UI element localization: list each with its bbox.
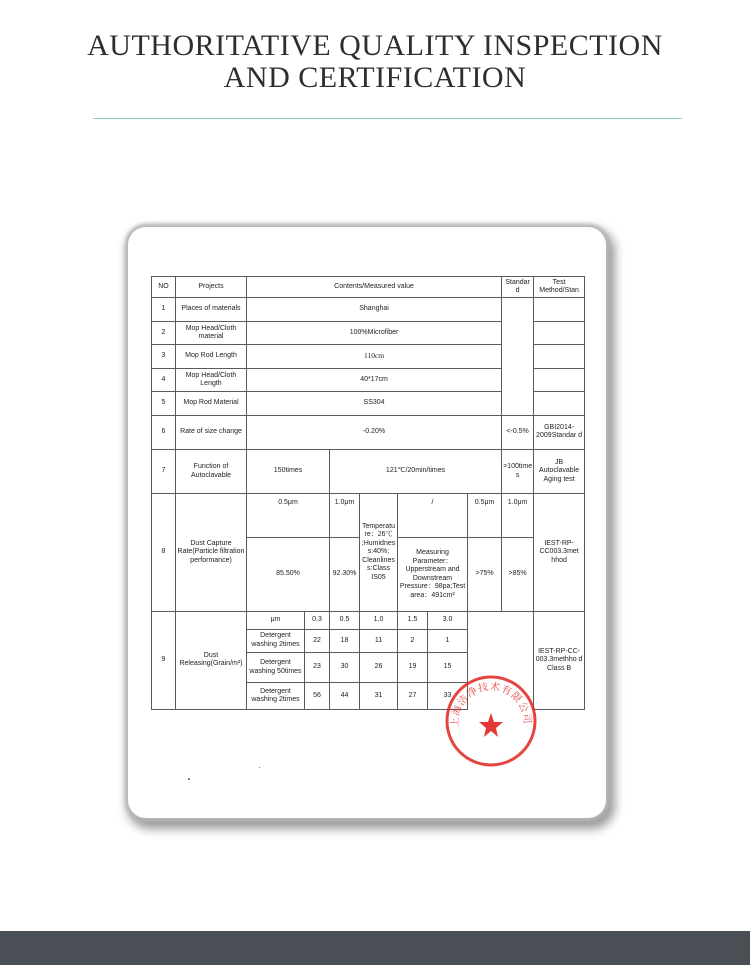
release-value: 27 xyxy=(398,683,428,710)
table-header-row xyxy=(152,277,585,298)
method-cell-blank xyxy=(534,321,585,344)
standard-size-cell: 1.0μm xyxy=(502,494,534,538)
result-cell: 92.30% xyxy=(330,538,360,612)
header-projects: Projects xyxy=(176,277,247,298)
row-project: Dust Capture Rate(Particle filtration performance) xyxy=(176,494,247,611)
test-conditions: Temperatu re：26℃ ;Humidnes s:40%; Cleanlines s:Class IS05 xyxy=(360,494,398,611)
release-value: 11 xyxy=(360,630,398,652)
release-value: 2 xyxy=(398,630,428,652)
row-number: 4 xyxy=(152,368,176,391)
header-standard: Standar d xyxy=(502,277,534,298)
particle-size: 0.5 xyxy=(330,611,360,629)
certificate-sheet xyxy=(128,227,606,818)
row-number: 9 xyxy=(152,611,176,709)
inspection-table xyxy=(151,276,585,710)
method-cell-blank xyxy=(534,298,585,321)
release-value: 56 xyxy=(305,683,330,710)
row-project: Dust Releasing(Grain/m²) xyxy=(176,611,247,709)
table-row xyxy=(152,415,585,449)
row-project: Rate of size change xyxy=(176,415,247,449)
heading-line-2: AND CERTIFICATION xyxy=(223,61,527,94)
release-value: 30 xyxy=(330,652,360,683)
washing-label: Detergent washing 2times xyxy=(247,683,305,710)
release-value: 15 xyxy=(428,652,468,683)
row-project: Places of materials xyxy=(176,298,247,321)
row-project: Mop Rod Material xyxy=(176,392,247,415)
standard-result-cell: >85% xyxy=(502,538,534,612)
footer-bar xyxy=(0,931,750,965)
unit-cell: μm xyxy=(247,611,305,629)
row-method: IEST-RP-CC-003.3methho d Class B xyxy=(534,611,585,709)
row-method: GBI2014-2009Standar d xyxy=(534,415,585,449)
standard-cell-blank xyxy=(502,298,534,415)
row-method: JB Autoclavable Aging test xyxy=(534,449,585,494)
row-value-a: 150times xyxy=(247,449,330,494)
particle-size: 1.5 xyxy=(398,611,428,629)
slash-cell: / xyxy=(398,494,468,538)
row-project: Mop Rod Length xyxy=(176,345,247,368)
row-value: 110cm xyxy=(247,345,502,368)
release-value: 22 xyxy=(305,630,330,652)
release-value: 26 xyxy=(360,652,398,683)
release-value: 19 xyxy=(398,652,428,683)
company-seal-icon xyxy=(443,673,539,769)
release-value: 23 xyxy=(305,652,330,683)
method-cell-blank xyxy=(534,392,585,415)
row-value: Shanghai xyxy=(247,298,502,321)
row-project: Mop Head/Cloth Length xyxy=(176,368,247,391)
table-row xyxy=(152,449,585,494)
seal-star xyxy=(479,713,503,737)
particle-size: 1.0 xyxy=(360,611,398,629)
row-value: SS304 xyxy=(247,392,502,415)
table-row xyxy=(152,298,585,321)
seal-text: 上海洁净技术有限公司 xyxy=(449,681,533,728)
row-number: 3 xyxy=(152,345,176,368)
release-value: 1 xyxy=(428,630,468,652)
row-number: 6 xyxy=(152,415,176,449)
washing-label: Detergent washing 50times xyxy=(247,652,305,683)
row-value-b: 121℃/20min/times xyxy=(330,449,502,494)
header-method: Test Method/Stan xyxy=(534,277,585,298)
row-standard: <-0.5% xyxy=(502,415,534,449)
header-no: NO xyxy=(152,277,176,298)
method-cell-blank xyxy=(534,368,585,391)
size-cell: 1.0μm xyxy=(330,494,360,538)
measuring-parameter: Measuring Parameter：Upperstream and Downstream Pressure：98pa;Test area：491cm² xyxy=(398,538,468,612)
header-contents: Contents/Measured value xyxy=(247,277,502,298)
heading-divider xyxy=(93,118,682,119)
particle-size: 0.3 xyxy=(305,611,330,629)
heading-line-1: AUTHORITATIVE QUALITY INSPECTION xyxy=(87,29,663,62)
scan-speck xyxy=(188,778,190,780)
size-cell: 0.5μm xyxy=(247,494,330,538)
scan-speck xyxy=(259,767,260,768)
table-row xyxy=(152,611,585,629)
row-standard: >100times xyxy=(502,449,534,494)
standard-result-cell: >75% xyxy=(468,538,502,612)
row-project: Function of Autoclavable xyxy=(176,449,247,494)
row-number: 7 xyxy=(152,449,176,494)
washing-label: Detergent washing 2times xyxy=(247,630,305,652)
row-value: 100%Microfiber xyxy=(247,321,502,344)
method-cell-blank xyxy=(534,345,585,368)
release-value: 31 xyxy=(360,683,398,710)
row-number: 2 xyxy=(152,321,176,344)
table-row xyxy=(152,494,585,538)
row-method: IEST-RP-CC003.3met hhod xyxy=(534,494,585,611)
release-value: 44 xyxy=(330,683,360,710)
page-heading xyxy=(0,30,750,94)
row-number: 1 xyxy=(152,298,176,321)
row-value: 40*17cm xyxy=(247,368,502,391)
row-number: 8 xyxy=(152,494,176,611)
release-value: 33 xyxy=(428,683,468,710)
row-number: 5 xyxy=(152,392,176,415)
standard-size-cell: 0.5μm xyxy=(468,494,502,538)
result-cell: 85.50% xyxy=(247,538,330,612)
row-project: Mop Head/Cloth material xyxy=(176,321,247,344)
row-value: -0.20% xyxy=(247,415,502,449)
particle-size: 3.0 xyxy=(428,611,468,629)
release-value: 18 xyxy=(330,630,360,652)
